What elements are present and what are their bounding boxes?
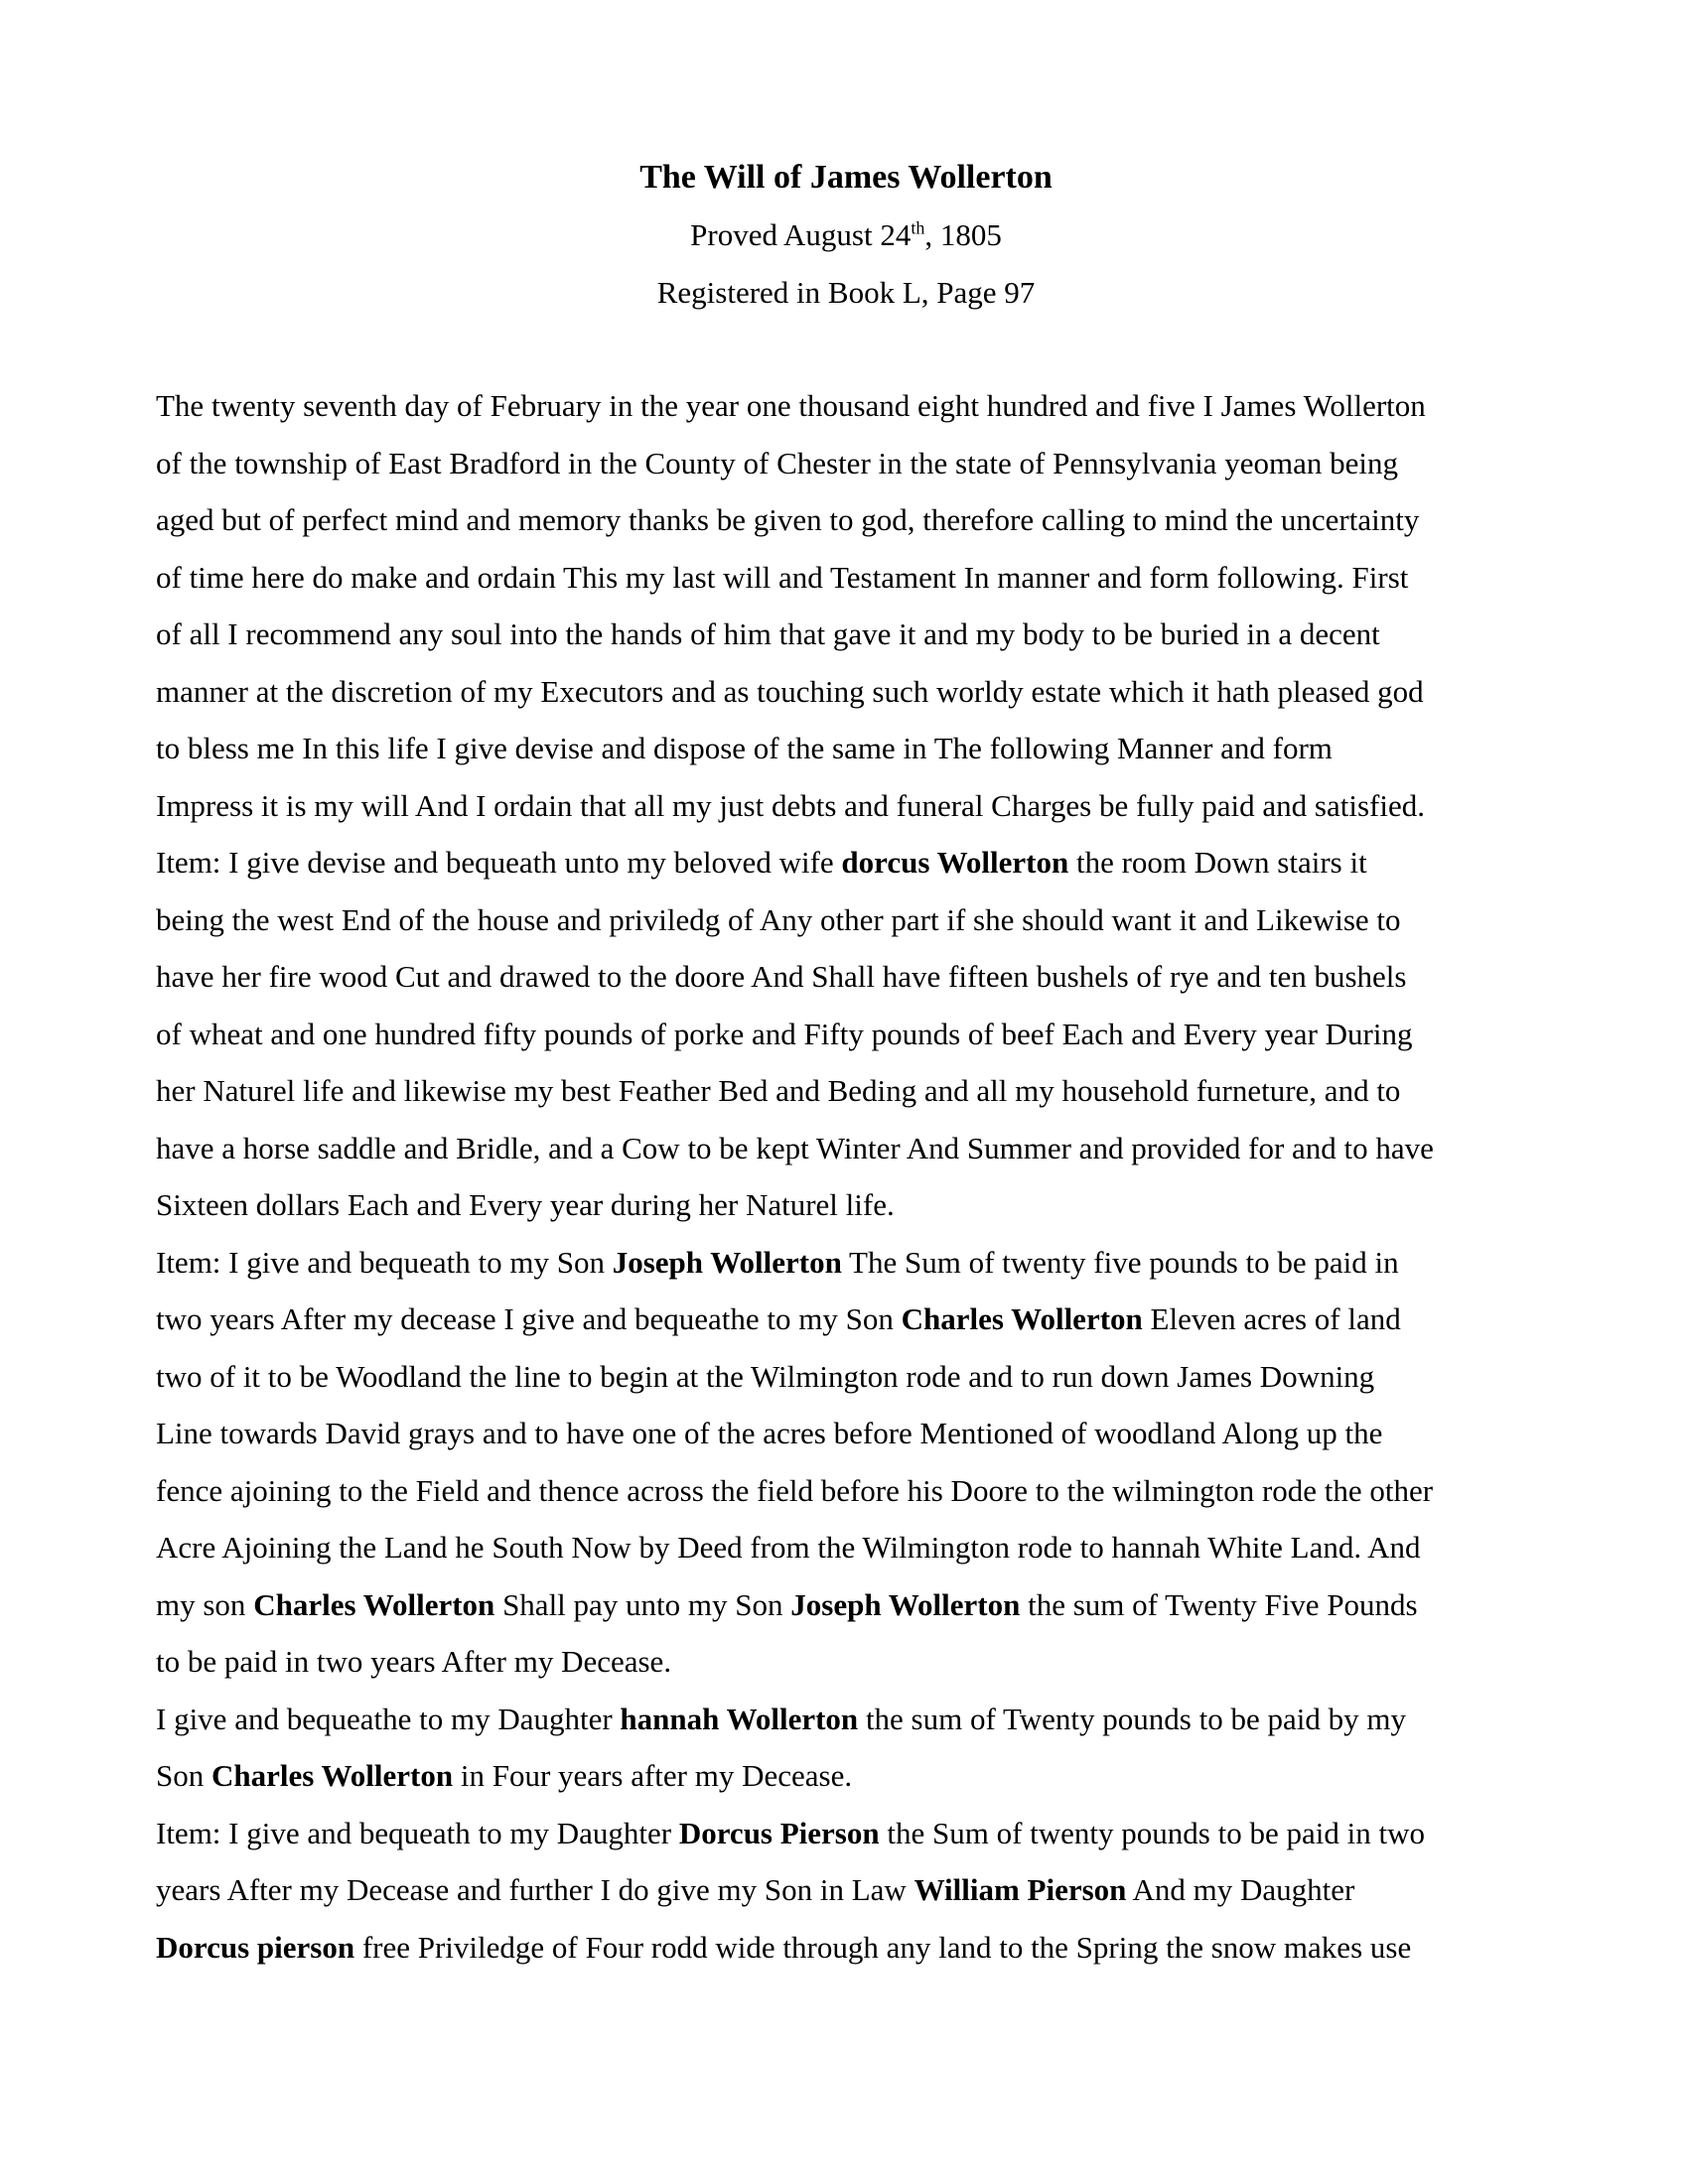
body-line <box>156 1120 1536 1177</box>
body-text-segment: And my Daughter <box>1126 1872 1355 1907</box>
body-text-segment: have her fire wood Cut and drawed to the doore And Shall have fifteen bushels of rye and ten bushels <box>156 959 1407 994</box>
person-name: Dorcus pierson <box>156 1929 355 1965</box>
body-line <box>156 1747 1536 1805</box>
body-text-segment: The twenty seventh day of February in the year one thousand eight hundred and five I James Wollerton <box>156 388 1426 423</box>
body-line <box>156 1805 1536 1862</box>
body-line <box>156 1919 1536 1977</box>
body-text-segment: Sixteen dollars Each and Every year during her Naturel life. <box>156 1187 895 1222</box>
body-text-segment: manner at the discretion of my Executors and as touching such worldy estate which it hath pleased god <box>156 673 1424 709</box>
body-text-segment: in Four years after my Decease. <box>453 1758 853 1793</box>
person-name: Charles Wollerton <box>211 1758 454 1793</box>
body-line <box>156 891 1536 949</box>
body-line <box>156 948 1536 1006</box>
body-text-segment: Line towards David grays and to have one of the acres before Mentioned of woodland Along up the <box>156 1416 1383 1450</box>
body-text-segment: Eleven acres of land <box>1142 1301 1401 1336</box>
body-text-segment: years After my Decease and further I do give my Son in Law <box>156 1872 914 1907</box>
body-line <box>156 834 1536 891</box>
body-line <box>156 1405 1536 1462</box>
body-line <box>156 1176 1536 1234</box>
body-line <box>156 663 1536 721</box>
person-name: Charles Wollerton <box>901 1301 1143 1336</box>
body-text-segment: I give and bequeathe to my Daughter <box>156 1701 621 1736</box>
body-line <box>156 1234 1536 1292</box>
body-text-segment: of time here do make and ordain This my last will and Testament In manner and form following. First <box>156 559 1409 595</box>
person-name: Dorcus Pierson <box>678 1815 880 1850</box>
body-line <box>156 1691 1536 1748</box>
body-text-segment: my son <box>156 1586 254 1622</box>
body-line <box>156 377 1536 435</box>
body-text-segment: Shall pay unto my Son <box>494 1586 791 1622</box>
body-line <box>156 1519 1536 1576</box>
person-name: hannah Wollerton <box>620 1701 859 1736</box>
body-line <box>156 1348 1536 1406</box>
body-text-segment: two years After my decease I give and bequeathe to my Son <box>156 1301 902 1336</box>
person-name: dorcus Wollerton <box>841 845 1069 880</box>
proved-date-year: , 1805 <box>924 217 1002 252</box>
body-text-segment: of all I recommend any soul into the hands of him that gave it and my body to be buried in a decent <box>156 616 1380 651</box>
document-page <box>156 149 1536 1976</box>
body-text-segment: Son <box>156 1758 211 1793</box>
body-text-segment: the sum of Twenty pounds to be paid by my <box>858 1701 1406 1736</box>
body-line <box>156 491 1536 549</box>
body-text-segment: the Sum of twenty pounds to be paid in two <box>879 1815 1425 1850</box>
body-text-segment: fence ajoining to the Field and thence across the field before his Doore to the wilmington rode the other <box>156 1472 1434 1508</box>
body-text-segment: to bless me In this life I give devise and dispose of the same in The following Manner and form <box>156 731 1333 765</box>
person-name: William Pierson <box>914 1872 1127 1907</box>
proved-date <box>156 206 1536 264</box>
proved-date-prefix: Proved August 24 <box>690 217 912 252</box>
body-line <box>156 1462 1536 1520</box>
body-text-segment: free Priviledge of Four rodd wide through any land to the Spring the snow makes use <box>354 1929 1412 1965</box>
body-text-segment: two of it to be Woodland the line to begin at the Wilmington rode and to run down James Downing <box>156 1358 1375 1394</box>
person-name: Joseph Wollerton <box>612 1244 842 1280</box>
document-title: The Will of James Wollerton <box>639 159 1053 196</box>
body-text-segment: of the township of East Bradford in the County of Chester in the state of Pennsylvania yeoman being <box>156 445 1398 480</box>
body-text-segment: Item: I give devise and bequeath unto my beloved wife <box>156 845 842 880</box>
will-body-text <box>156 377 1536 1976</box>
person-name: Joseph Wollerton <box>790 1586 1021 1622</box>
body-text-segment: Impress it is my will And I ordain that all my just debts and funeral Charges be fully paid and satisfied. <box>156 787 1425 823</box>
body-text-segment: her Naturel life and likewise my best Feather Bed and Beding and all my household furneture, and to <box>156 1073 1401 1108</box>
body-line <box>156 549 1536 607</box>
body-line <box>156 435 1536 492</box>
body-line <box>156 1576 1536 1634</box>
body-line <box>156 1861 1536 1919</box>
registration-note: Registered in Book L, Page 97 <box>656 275 1036 310</box>
body-line <box>156 1291 1536 1348</box>
body-text-segment: have a horse saddle and Bridle, and a Cow to be kept Winter And Summer and provided for and to have <box>156 1130 1434 1165</box>
body-text-segment: Item: I give and bequeath to my Daughter <box>156 1815 679 1850</box>
proved-date-ordinal: th <box>911 217 925 238</box>
body-text-segment: the sum of Twenty Five Pounds <box>1020 1586 1418 1622</box>
person-name: Charles Wollerton <box>253 1586 495 1622</box>
body-text-segment: aged but of perfect mind and memory thanks be given to god, therefore calling to mind the uncertainty <box>156 502 1420 537</box>
body-line <box>156 606 1536 663</box>
body-line <box>156 1006 1536 1063</box>
body-text-segment: to be paid in two years After my Decease. <box>156 1644 672 1679</box>
body-text-segment: the room Down stairs it <box>1068 845 1367 880</box>
body-text-segment: being the west End of the house and priviledg of Any other part if she should want it and Likewise to <box>156 901 1401 937</box>
body-line <box>156 777 1536 835</box>
body-line <box>156 720 1536 777</box>
body-line <box>156 1062 1536 1120</box>
body-text-segment: The Sum of twenty five pounds to be paid in <box>841 1244 1399 1280</box>
body-line <box>156 1633 1536 1691</box>
body-text-segment: Item: I give and bequeath to my Son <box>156 1244 613 1280</box>
body-text-segment: of wheat and one hundred fifty pounds of porke and Fifty pounds of beef Each and Every year During <box>156 1016 1413 1051</box>
body-text-segment: Acre Ajoining the Land he South Now by Deed from the Wilmington rode to hannah White Land. And <box>156 1530 1421 1565</box>
